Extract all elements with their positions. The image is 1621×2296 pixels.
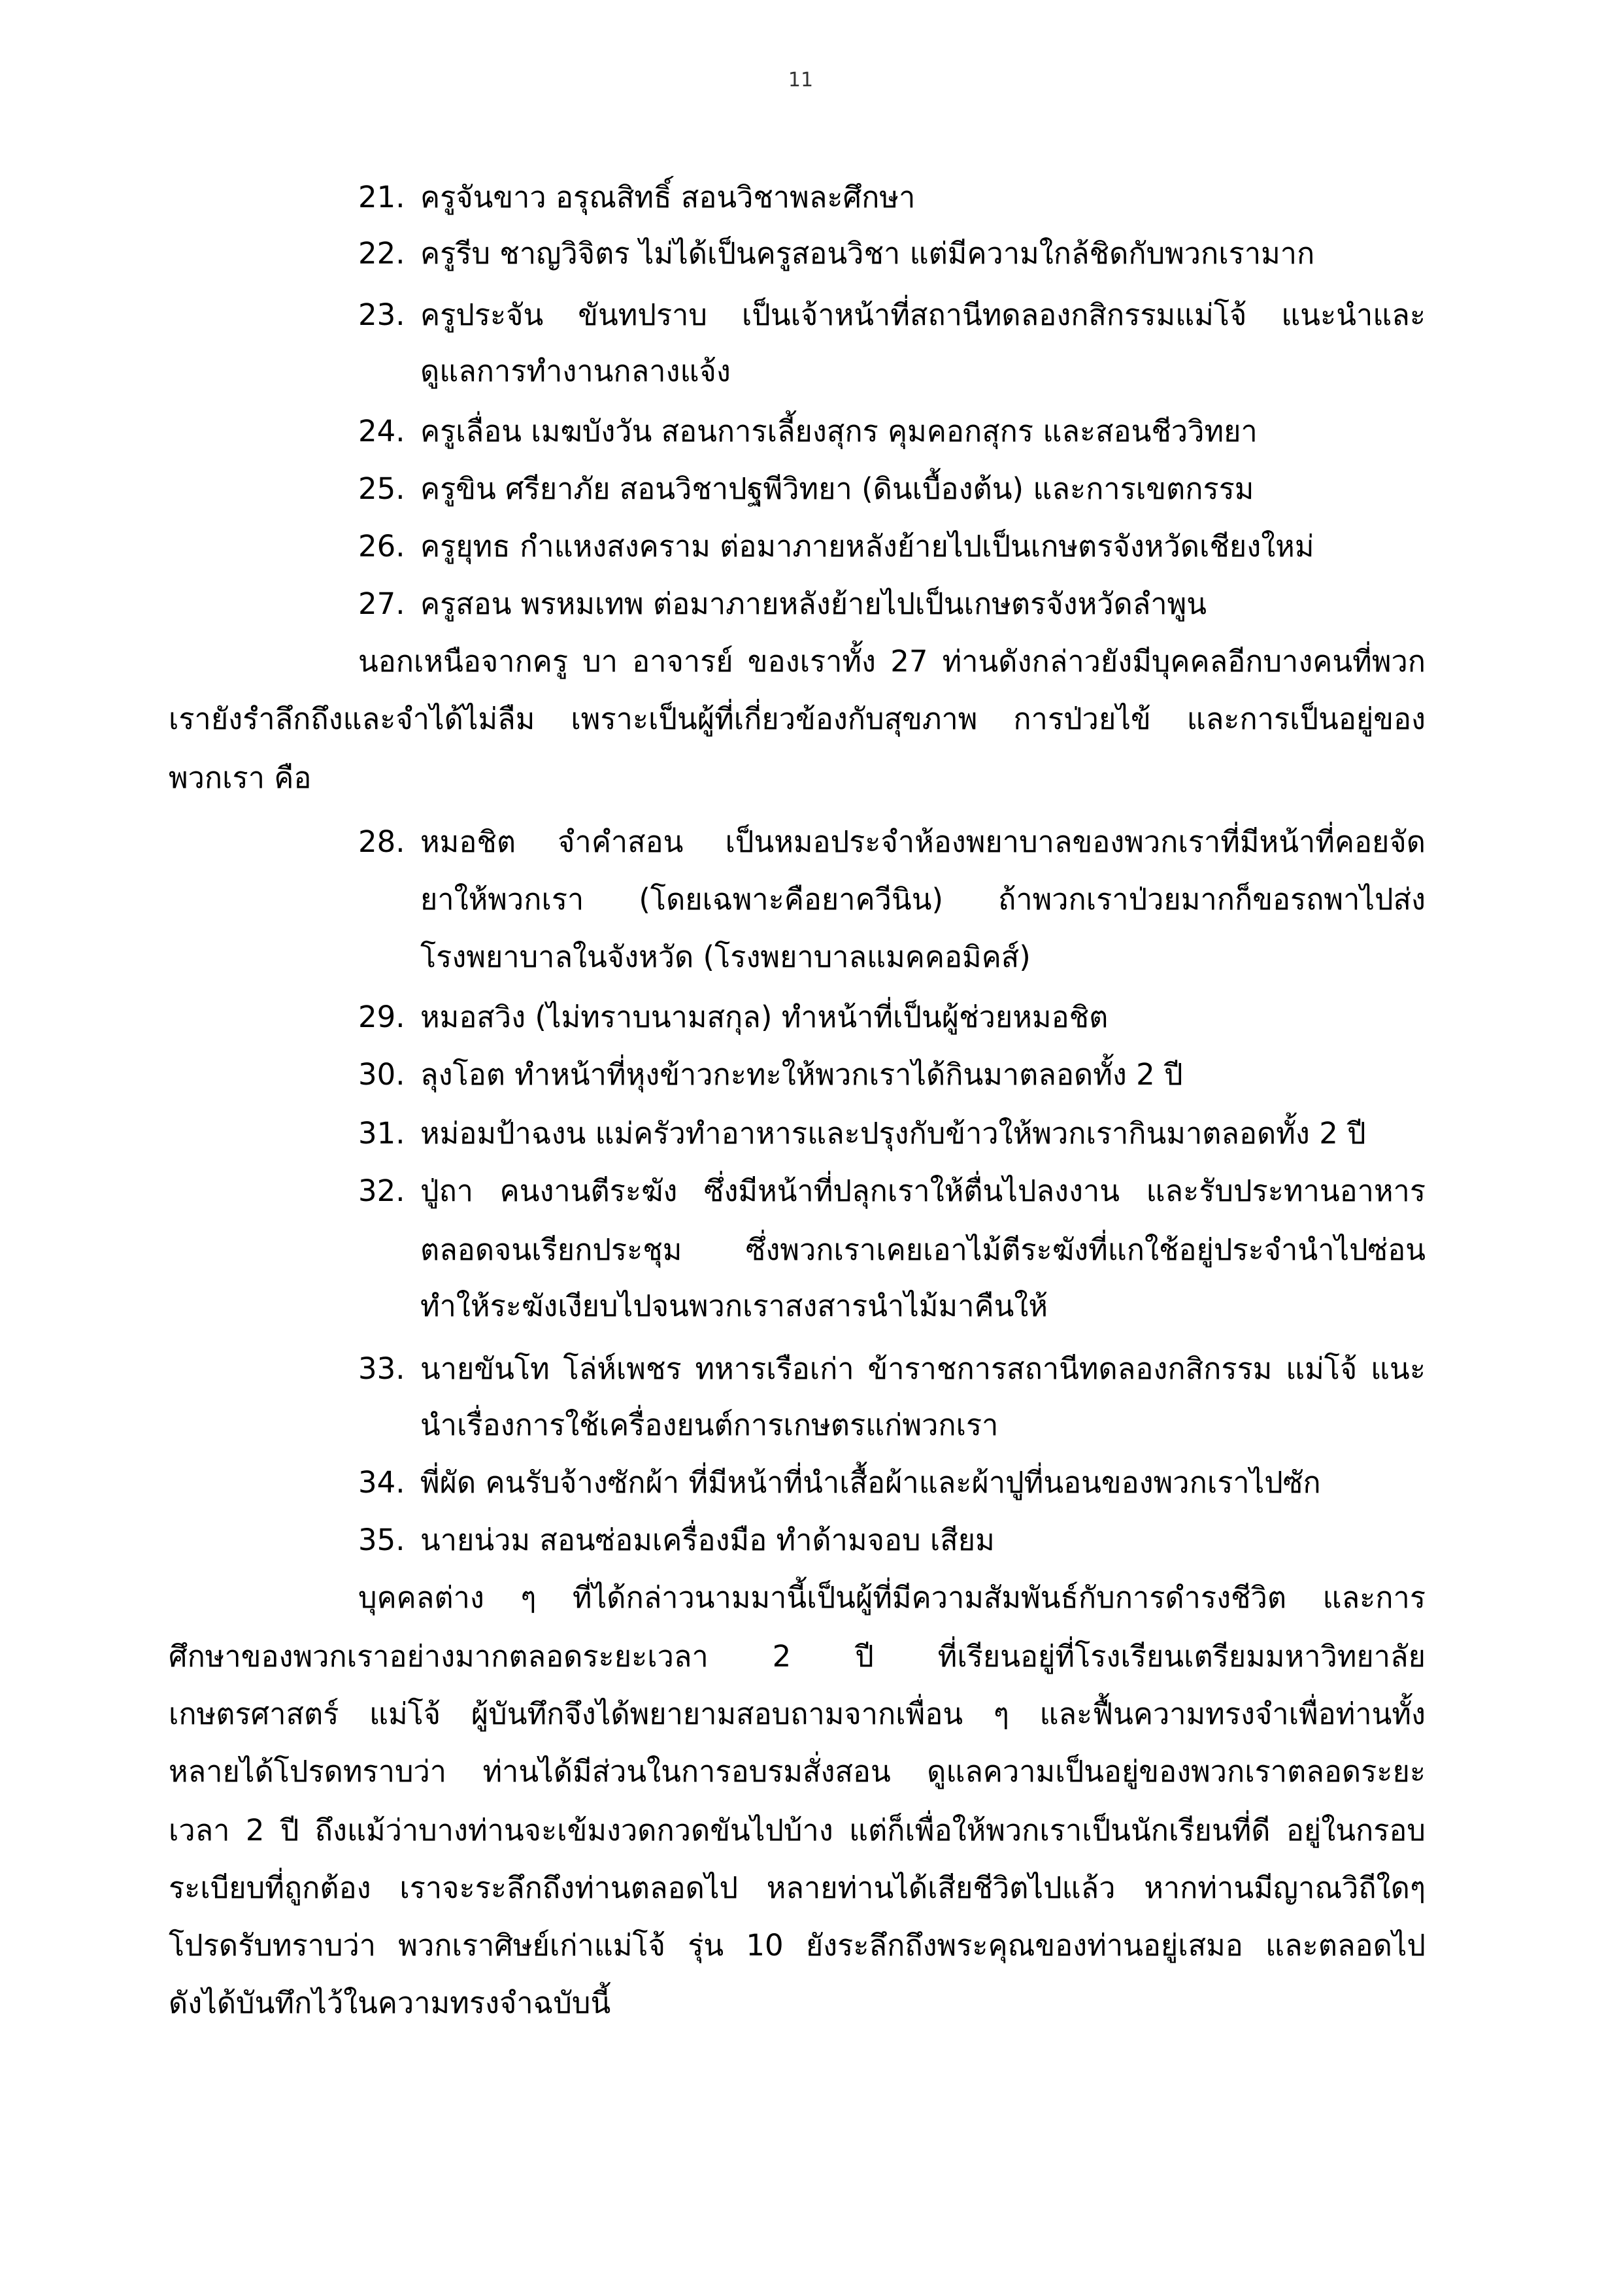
paragraph-line: เรายังรำลึกถึงและจำได้ไม่ลืม เพราะเป็นผู้ที่เกี่ยวข้องกับสุขภาพ การป่วยไข้ และการเป็นอยู่ของ <box>169 701 1426 736</box>
list-item-number: 25. <box>358 471 405 506</box>
list-item-number: 29. <box>358 1000 405 1034</box>
list-item-text: หม่อมป้าฉงน แม่ครัวทำอาหารและปรุงกับข้าวให้พวกเรากินมาตลอดทั้ง 2 ปี <box>420 1116 1366 1151</box>
list-item-number: 32. <box>358 1173 405 1208</box>
list-item-text: นายขันโท โล่ห์เพชร ทหารเรือเก่า ข้าราชการสถานีทดลองกสิกรรม แม่โจ้ แนะ <box>420 1351 1426 1386</box>
list-item-number: 31. <box>358 1116 405 1151</box>
list-item-number: 23. <box>358 297 405 332</box>
list-item-number: 21. <box>358 180 405 214</box>
paragraph-line: ศึกษาของพวกเราอย่างมากตลอดระยะเวลา 2 ปี ที่เรียนอยู่ที่โรงเรียนเตรียมมหาวิทยาลัย <box>169 1639 1426 1674</box>
list-item-text-continued: ยาให้พวกเรา (โดยเฉพาะคือยาควีนิน) ถ้าพวกเราป่วยมากก็ขอรถพาไปส่ง <box>420 882 1426 917</box>
list-item-number: 35. <box>358 1523 405 1557</box>
list-item-text: ครูเลื่อน เมฆบังวัน สอนการเลี้ยงสุกร คุมคอกสุกร และสอนชีววิทยา <box>420 414 1258 448</box>
list-item-text-continued: ตลอดจนเรียกประชุม ซึ่งพวกเราเคยเอาไม้ตีระฆังที่แกใช้อยู่ประจำนำไปซ่อน <box>420 1232 1426 1267</box>
list-item-text-continued: ดูแลการทำงานกลางแจ้ง <box>420 354 731 388</box>
list-item-text: หมอสวิง (ไม่ทราบนามสกุล) ทำหน้าที่เป็นผู้ช่วยหมอชิต <box>420 1000 1109 1034</box>
list-item-number: 34. <box>358 1465 405 1500</box>
paragraph-line: หลายได้โปรดทราบว่า ท่านได้มีส่วนในการอบรมสั่งสอน ดูแลความเป็นอยู่ของพวกเราตลอดระยะ <box>169 1754 1426 1789</box>
list-item-text: ปู่ถา คนงานตีระฆัง ซึ่งมีหน้าที่ปลุกเราให้ตื่นไปลงงาน และรับประทานอาหาร <box>420 1173 1426 1208</box>
paragraph-line: ระเบียบที่ถูกต้อง เราจะระลึกถึงท่านตลอดไป หลายท่านได้เสียชีวิตไปแล้ว หากท่านมีญาณวิถีใดๆ <box>169 1870 1426 1905</box>
list-item-text: ครูจันขาว อรุณสิทธิ์ สอนวิชาพละศึกษา <box>420 180 916 214</box>
list-item-text: ครูรีบ ชาญวิจิตร ไม่ได้เป็นครูสอนวิชา แต่มีความใกล้ชิดกับพวกเรามาก <box>420 236 1315 271</box>
list-item-text: ครูขิน ศรียาภัย สอนวิชาปฐพีวิทยา (ดินเบื้องต้น) และการเขตกรรม <box>420 471 1254 506</box>
list-item-number: 30. <box>358 1057 405 1092</box>
list-item-text: ครูยุทธ กำแหงสงคราม ต่อมาภายหลังย้ายไปเป็นเกษตรจังหวัดเชียงใหม่ <box>420 529 1314 564</box>
paragraph-line: บุคคลต่าง ๆ ที่ได้กล่าวนามมานี้เป็นผู้ที่มีความสัมพันธ์กับการดำรงชีวิต และการ <box>358 1580 1426 1615</box>
paragraph-line: เกษตรศาสตร์ แม่โจ้ ผู้บันทึกจึงได้พยายามสอบถามจากเพื่อน ๆ และฟื้นความทรงจำเพื่อท่านทั้ง <box>169 1697 1426 1731</box>
paragraph-line: นอกเหนือจากครู บา อาจารย์ ของเราทั้ง 27 ท่านดังกล่าวยังมีบุคคลอีกบางคนที่พวก <box>358 644 1426 679</box>
list-item-number: 22. <box>358 236 405 271</box>
list-item-text: ลุงโอต ทำหน้าที่หุงข้าวกะทะให้พวกเราได้กินมาตลอดทั้ง 2 ปี <box>420 1057 1183 1092</box>
page-number: 11 <box>788 69 814 92</box>
list-item-text-continued: นำเรื่องการใช้เครื่องยนต์การเกษตรแก่พวกเรา <box>420 1408 999 1442</box>
paragraph-line: โปรดรับทราบว่า พวกเราศิษย์เก่าแม่โจ้ รุ่น 10 ยังระลึกถึงพระคุณของท่านอยู่เสมอ และตลอดไป <box>169 1928 1426 1963</box>
list-item-number: 26. <box>358 529 405 564</box>
paragraph-line: เวลา 2 ปี ถึงแม้ว่าบางท่านจะเข้มงวดกวดขันไปบ้าง แต่ก็เพื่อให้พวกเราเป็นนักเรียนที่ดี อยู่ในกรอบ <box>169 1813 1426 1848</box>
list-item-number: 28. <box>358 824 405 859</box>
list-item-text: นายน่วม สอนซ่อมเครื่องมือ ทำด้ามจอบ เสียม <box>420 1523 995 1557</box>
paragraph-line: ดังได้บันทึกไว้ในความทรงจำฉบับนี้ <box>169 1985 611 2020</box>
list-item-text: หมอชิต จำคำสอน เป็นหมอประจำห้องพยาบาลของพวกเราที่มีหน้าที่คอยจัด <box>420 824 1426 859</box>
list-item-text: พี่ผัด คนรับจ้างซักผ้า ที่มีหน้าที่นำเสื้อผ้าและผ้าปูที่นอนของพวกเราไปซัก <box>420 1465 1321 1500</box>
paragraph-line: พวกเรา คือ <box>169 760 312 795</box>
list-item-text: ครูสอน พรหมเทพ ต่อมาภายหลังย้ายไปเป็นเกษตรจังหวัดลำพูน <box>420 586 1207 621</box>
list-item-number: 27. <box>358 586 405 621</box>
list-item-number: 33. <box>358 1351 405 1386</box>
list-item-text-continued: โรงพยาบาลในจังหวัด (โรงพยาบาลแมคคอมิคส์) <box>420 939 1031 974</box>
list-item-number: 24. <box>358 414 405 448</box>
list-item-text-continued: ทำให้ระฆังเงียบไปจนพวกเราสงสารนำไม้มาคืนให้ <box>420 1289 1048 1323</box>
list-item-text: ครูประจัน ขันทปราบ เป็นเจ้าหน้าที่สถานีทดลองกสิกรรมแม่โจ้ แนะนำและ <box>420 297 1426 332</box>
